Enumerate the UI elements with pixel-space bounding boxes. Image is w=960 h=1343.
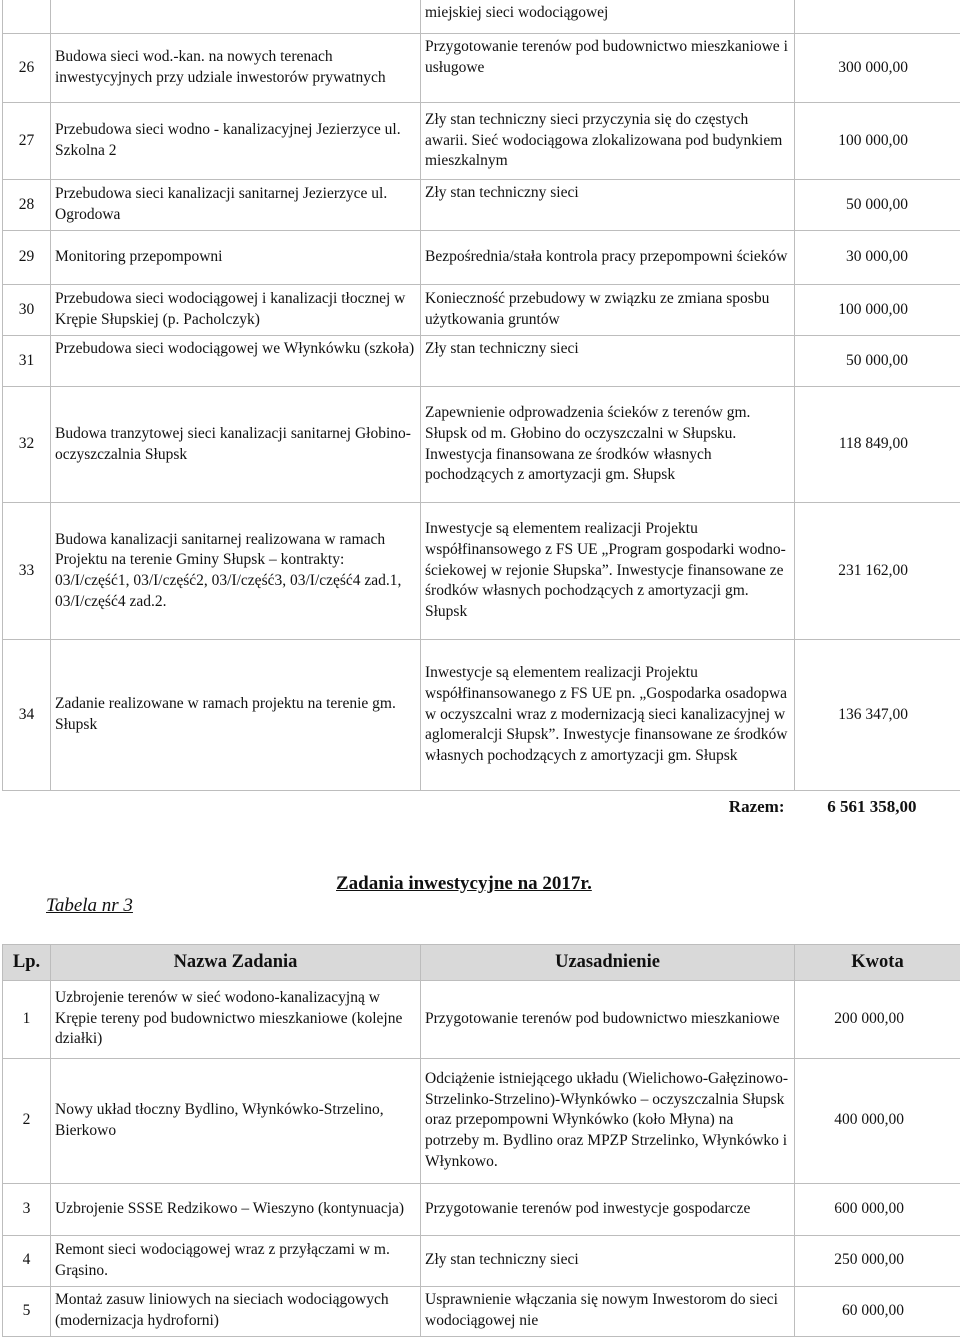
table-caption: Tabela nr 3 [46, 895, 133, 916]
task-reason: Odciążenie istniejącego układu (Wielichowo-Gałęzinowo-Strzelinko-Strzelino)-Włynkówko – oczyszczalnia Słupsk oraz przepompowni Włynkówko (koło Młyna) na potrzeby m. Bydlino oraz MPZP Strzelinko, Włynkówko i Włynkowo. [421, 1058, 795, 1183]
task-amount: 30 000,00 [795, 231, 960, 285]
header-reason: Uzasadnienie [421, 945, 795, 981]
investment-table-continued [2, 0, 960, 825]
task-name: Uzbrojenie terenów w sieć wodono-kanalizacyjną w Krępie tereny pod budownictwo mieszkaniowe (kolejne działki) [51, 980, 421, 1058]
row-number: 27 [3, 103, 51, 180]
task-reason: Konieczność przebudowy w związku ze zmiana sposbu użytkowania gruntów [421, 285, 795, 336]
row-number: 2 [3, 1058, 51, 1183]
table-row [3, 980, 960, 1058]
row-number: 33 [3, 503, 51, 640]
task-reason: Przygotowanie terenów pod budownictwo mieszkaniowe i usługowe [421, 34, 795, 103]
row-number: 29 [3, 231, 51, 285]
row-number: 1 [3, 980, 51, 1058]
task-name [51, 0, 421, 34]
task-name: Nowy układ tłoczny Bydlino, Włynkówko-Strzelino, Bierkowo [51, 1058, 421, 1183]
table-row [3, 503, 960, 640]
task-reason: Zły stan techniczny sieci [421, 1235, 795, 1286]
task-reason: Zły stan techniczny sieci [421, 180, 795, 231]
row-number: 3 [3, 1183, 51, 1235]
task-amount: 400 000,00 [795, 1058, 960, 1183]
section-title: Zadania inwestycyjne na 2017r. [336, 873, 592, 894]
row-number: 26 [3, 34, 51, 103]
task-amount: 231 162,00 [795, 503, 960, 640]
row-number: 28 [3, 180, 51, 231]
row-number: 4 [3, 1235, 51, 1286]
task-name: Remont sieci wodociągowej wraz z przyłączami w m. Grąsino. [51, 1235, 421, 1286]
row-number: 32 [3, 387, 51, 503]
task-reason: Inwestycje są elementem realizacji Projektu współfinansowego z FS UE „Program gospodarki wodno-ściekowej w rejonie Słupska”. Inwestycje finansowane ze środków własnych pochodzących z amortyzacji gm. Słupsk [421, 503, 795, 640]
task-name: Zadanie realizowane w ramach projektu na terenie gm. Słupsk [51, 640, 421, 791]
table-row [3, 387, 960, 503]
task-reason: Usprawnienie włączania się nowym Inwestorom do sieci wodociągowej nie [421, 1286, 795, 1336]
table-row [3, 285, 960, 336]
task-name: Przebudowa sieci wodno - kanalizacyjnej Jezierzyce ul. Szkolna 2 [51, 103, 421, 180]
task-reason: Zły stan techniczny sieci [421, 336, 795, 387]
task-name: Przebudowa sieci kanalizacji sanitarnej Jezierzyce ul. Ogrodowa [51, 180, 421, 231]
task-reason: Bezpośrednia/stała kontrola pracy przepompowni ścieków [421, 231, 795, 285]
table-row [3, 180, 960, 231]
task-amount: 200 000,00 [795, 980, 960, 1058]
row-number [3, 0, 51, 34]
task-name: Budowa tranzytowej sieci kanalizacji sanitarnej Głobino-oczyszczalnia Słupsk [51, 387, 421, 503]
header-amount: Kwota [795, 945, 960, 981]
task-name: Przebudowa sieci wodociągowej we Włynkówku (szkoła) [51, 336, 421, 387]
row-number: 31 [3, 336, 51, 387]
task-amount: 60 000,00 [795, 1286, 960, 1336]
task-name: Przebudowa sieci wodociągowej i kanalizacji tłocznej w Krępie Słupskiej (p. Pacholczyk) [51, 285, 421, 336]
table-row [3, 103, 960, 180]
task-reason: Zły stan techniczny sieci przyczynia się do częstych awarii. Sieć wodociągowa zlokalizowana pod budynkiem mieszkalnym [421, 103, 795, 180]
task-reason: miejskiej sieci wodociągowej [421, 0, 795, 34]
row-number: 5 [3, 1286, 51, 1336]
table-header [3, 945, 960, 981]
table-row [3, 1058, 960, 1183]
task-name: Uzbrojenie SSSE Redzikowo – Wieszyno (kontynuacja) [51, 1183, 421, 1235]
task-amount [795, 0, 960, 34]
task-amount: 50 000,00 [795, 180, 960, 231]
table-row [3, 640, 960, 791]
total-value: 6 561 358,00 [827, 797, 917, 817]
task-name: Budowa sieci wod.-kan. na nowych terenach inwestycyjnych przy udziale inwestorów prywatnych [51, 34, 421, 103]
table-row [3, 34, 960, 103]
task-amount: 118 849,00 [795, 387, 960, 503]
table-row [3, 336, 960, 387]
task-amount: 100 000,00 [795, 103, 960, 180]
header-name: Nazwa Zadania [51, 945, 421, 981]
task-amount: 136 347,00 [795, 640, 960, 791]
row-number: 30 [3, 285, 51, 336]
task-amount: 300 000,00 [795, 34, 960, 103]
table-row [3, 0, 960, 34]
task-amount: 600 000,00 [795, 1183, 960, 1235]
table-row [3, 1286, 960, 1336]
task-amount: 50 000,00 [795, 336, 960, 387]
table-row [3, 1183, 960, 1235]
task-name: Monitoring przepompowni [51, 231, 421, 285]
header-lp: Lp. [3, 945, 51, 981]
row-number: 34 [3, 640, 51, 791]
total-row [3, 791, 960, 825]
total-label: Razem: [728, 797, 785, 817]
table-row [3, 231, 960, 285]
task-amount: 100 000,00 [795, 285, 960, 336]
investment-table-2017 [2, 944, 960, 1337]
task-name: Budowa kanalizacji sanitarnej realizowana w ramach Projektu na terenie Gminy Słupsk – kontrakty: 03/I/część1, 03/I/część2, 03/I/część3, 03/I/część4 zad.1, 03/I/część4 zad.2. [51, 503, 421, 640]
task-reason: Zapewnienie odprowadzenia ścieków z terenów gm. Słupsk od m. Głobino do oczyszczalni w Słupsku. Inwestycja finansowana ze środków własnych pochodzących z amortyzacji gm. Słupsk [421, 387, 795, 503]
task-name: Montaż zasuw liniowych na sieciach wodociągowych (modernizacja hydroforni) [51, 1286, 421, 1336]
task-amount: 250 000,00 [795, 1235, 960, 1286]
task-reason: Przygotowanie terenów pod inwestycje gospodarcze [421, 1183, 795, 1235]
task-reason: Inwestycje są elementem realizacji Projektu współfinansowanego z FS UE pn. „Gospodarka osadopwa w oczyszcalni wraz z modernizacją sieci kanalizacyjnej w aglomeralcji Słupsk”. Inwestycje finansowane ze środków własnych pochodzących z amortyzacji gm. Słupsk [421, 640, 795, 791]
table-row [3, 1235, 960, 1286]
task-reason: Przygotowanie terenów pod budownictwo mieszkaniowe [421, 980, 795, 1058]
